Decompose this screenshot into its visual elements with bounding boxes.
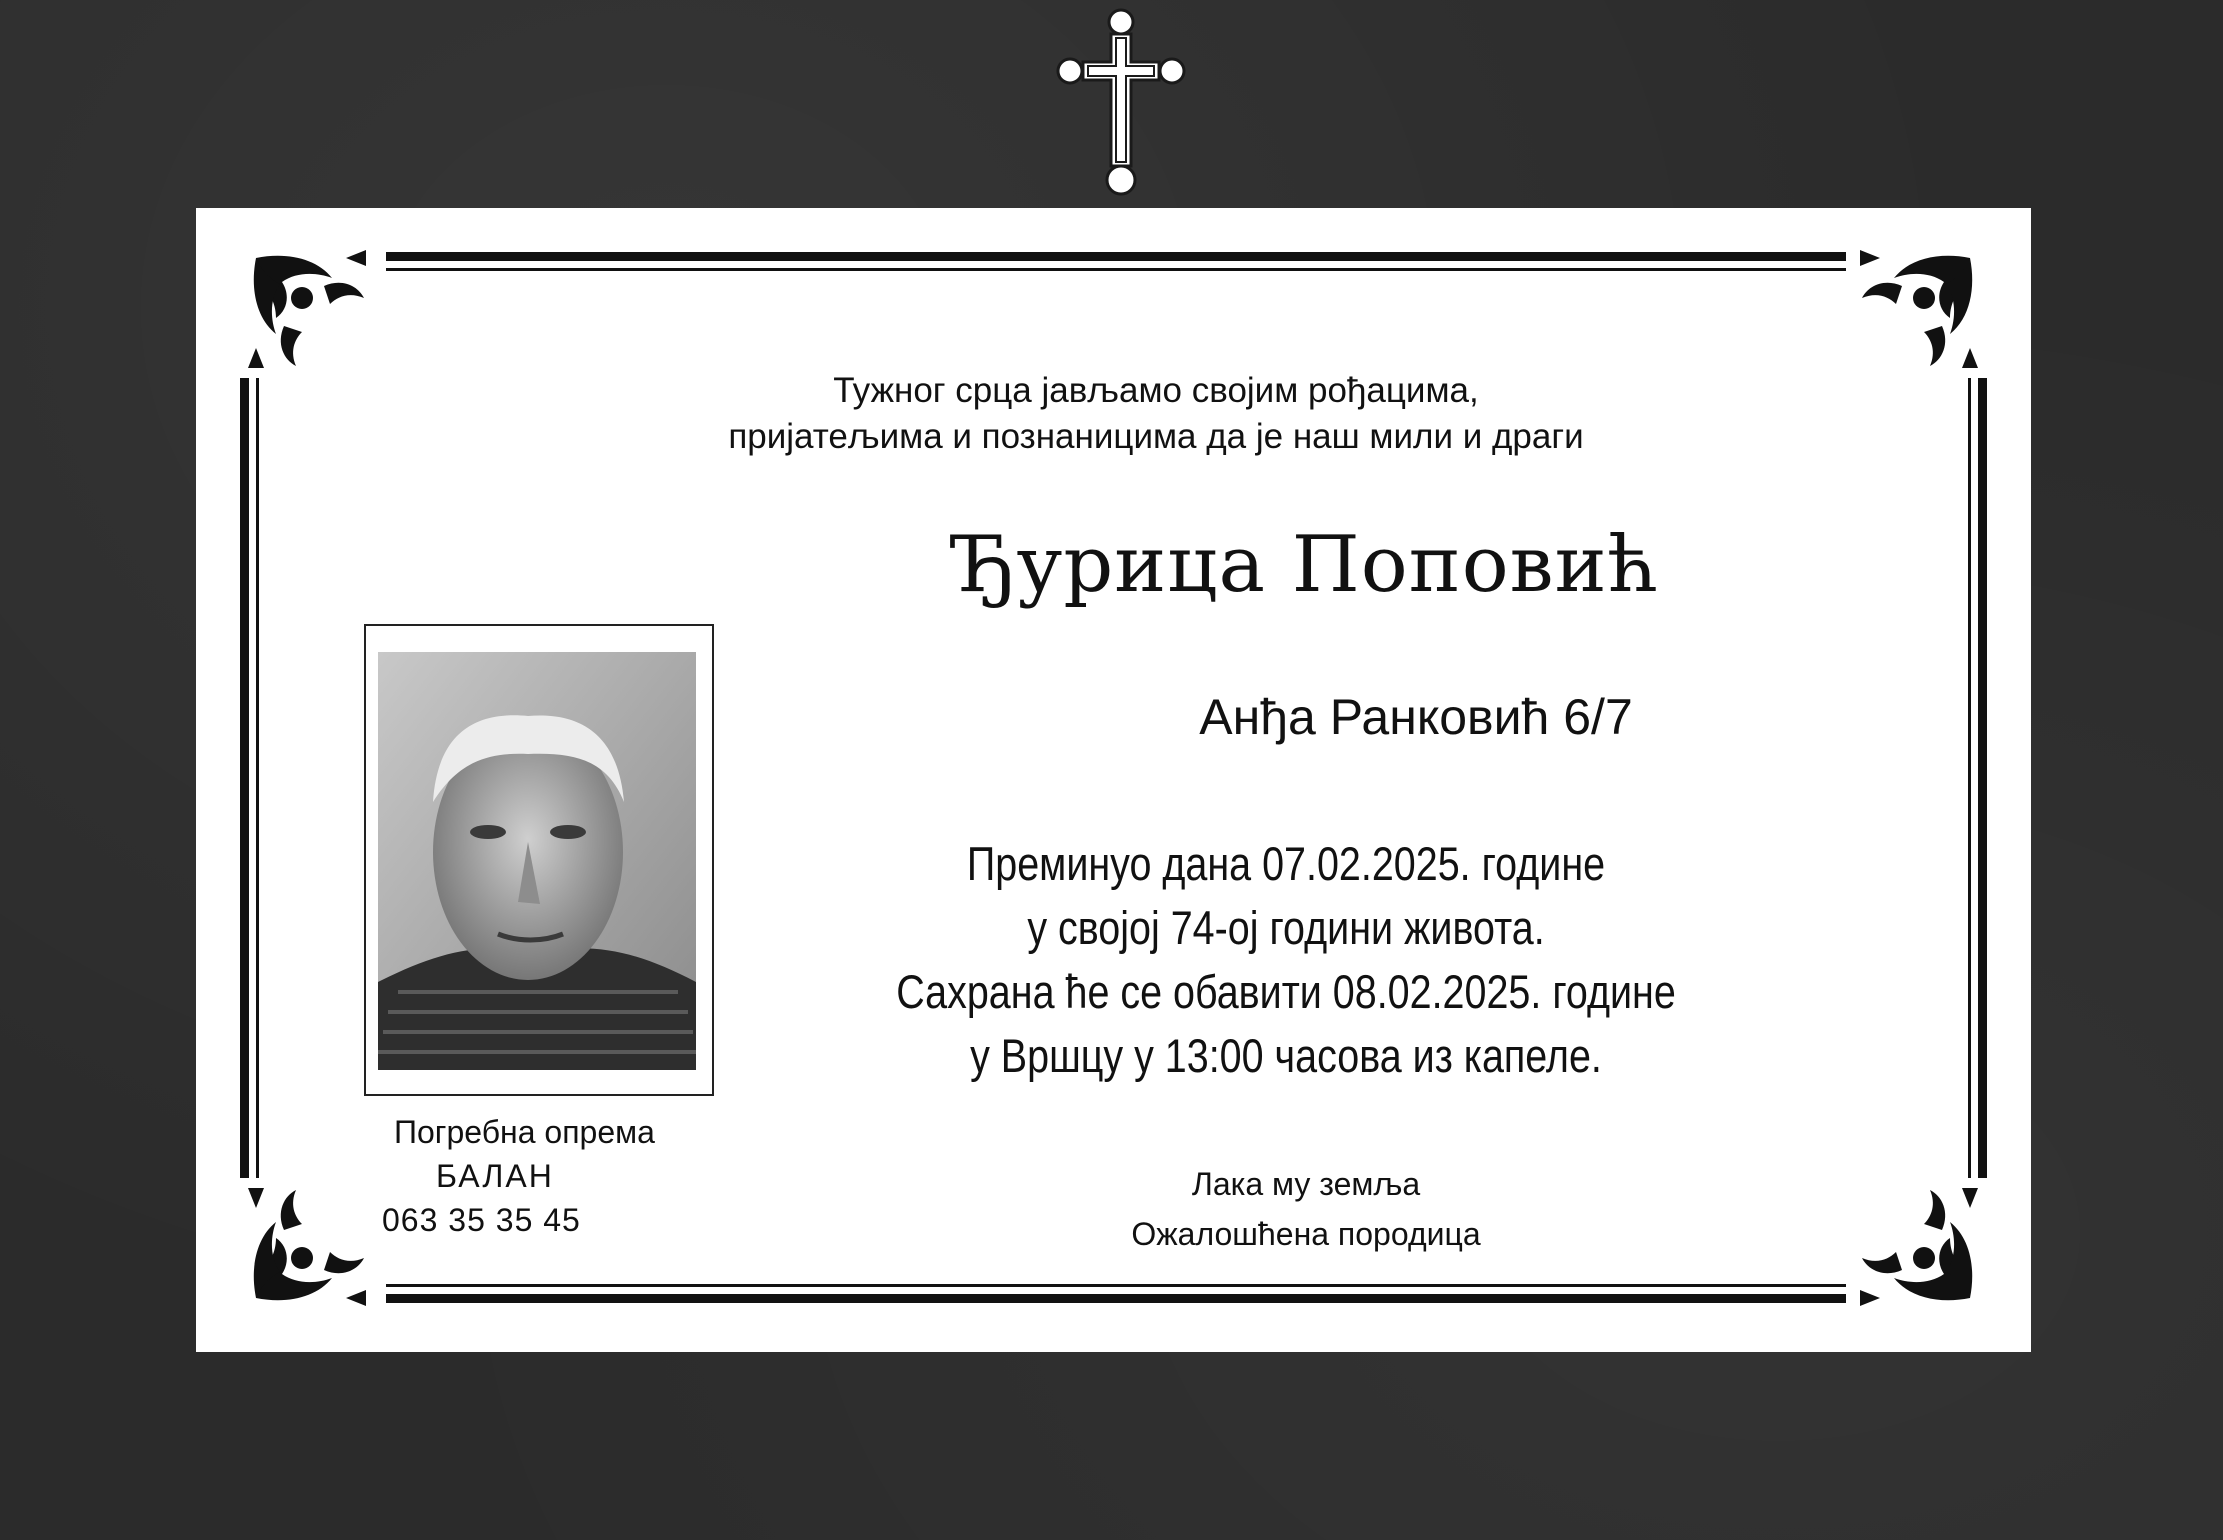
undertaker-phone: 063 35 35 45 [382, 1202, 581, 1238]
burial-place-line: у Вршцу у 13:00 часова из капеле. [970, 1029, 1602, 1082]
ornament-bottom-left-icon [246, 1178, 376, 1308]
obituary-card [196, 208, 2031, 1352]
left-rule-outer [240, 378, 249, 1178]
right-rule-outer [1978, 378, 1987, 1178]
age-line: у својој 74-ој години живота. [1027, 901, 1545, 954]
top-rule-inner [386, 268, 1846, 271]
bottom-rule-inner [386, 1284, 1846, 1287]
deceased-name: Ђурица Поповић [953, 520, 1659, 610]
burial-date-line: Сахрана ће се обавити 08.02.2025. године [896, 965, 1676, 1018]
portrait-photo-icon [378, 652, 696, 1070]
intro-line-1: Тужног срца јављамо својим рођацима, [833, 371, 1479, 410]
left-rule-inner [256, 378, 259, 1178]
ornament-bottom-right-icon [1850, 1178, 1980, 1308]
bottom-rule-outer [386, 1294, 1846, 1303]
death-date-line: Преминуо дана 07.02.2025. године [966, 837, 1606, 890]
portrait-photo [378, 652, 696, 1070]
cross-icon [1052, 4, 1190, 204]
top-rule-outer [386, 252, 1846, 261]
ornament-top-left-icon [246, 248, 376, 378]
right-rule-inner [1968, 378, 1971, 1178]
deceased-address: Анђа Ранковић 6/7 [1199, 689, 1633, 745]
farewell-line: Лака му земља [1191, 1166, 1421, 1202]
undertaker-caption: Погребна опрема [394, 1114, 655, 1150]
family-line: Ожалошћена породица [1131, 1216, 1481, 1252]
photo-frame [364, 624, 714, 1096]
ornament-top-right-icon [1850, 248, 1980, 378]
undertaker-name: БАЛАН [436, 1158, 554, 1194]
intro-line-2: пријатељима и познаницима да је наш мили и драги [728, 417, 1584, 456]
